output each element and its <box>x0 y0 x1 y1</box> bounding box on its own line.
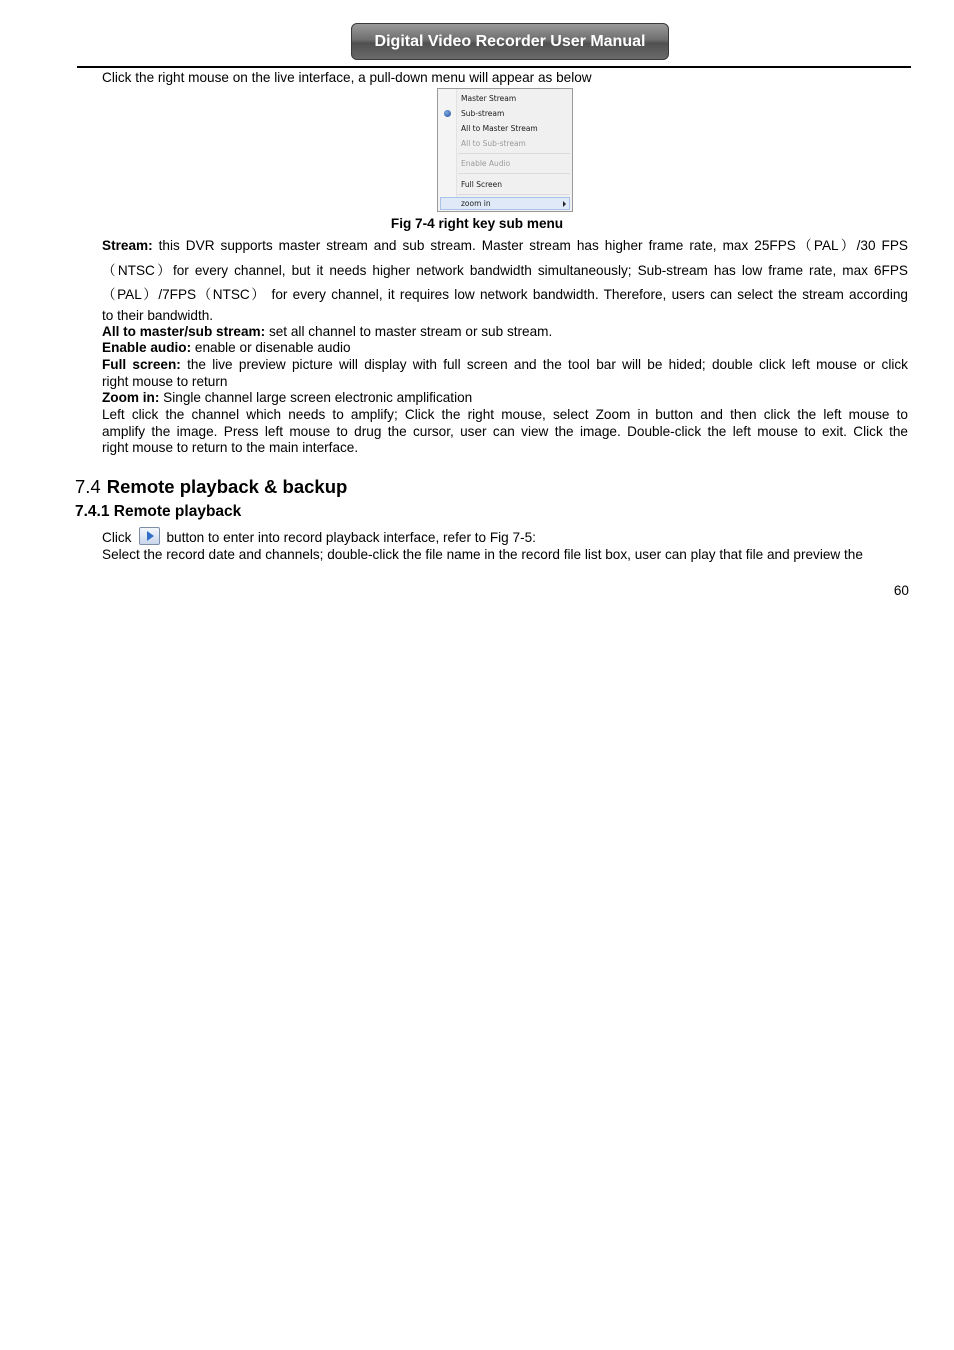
zoom-detail-line-2: amplify the image. Press left mouse to drug the cursor, user can view the image. Double-click the left mouse to exit. Click the <box>102 424 908 439</box>
section-title: Remote playback & backup <box>106 476 348 497</box>
stream-line-2: （NTSC）for every channel, but it needs higher network bandwidth simultaneously; Sub-stream has low frame rate, max 6FPS <box>102 263 908 278</box>
intro-text: Click the right mouse on the live interface, a pull-down menu will appear as below <box>102 70 592 85</box>
zoom-in-term: Zoom in: <box>102 390 160 405</box>
stream-text-1: this DVR supports master stream and sub stream. Master stream has higher frame rate, max 25FPS（PAL）/30 FPS <box>158 238 908 253</box>
full-screen-line-1 <box>102 357 908 373</box>
stream-line-4: to their bandwidth. <box>102 308 214 323</box>
zoom-detail-line-1: Left click the channel which needs to amplify; Click the right mouse, select Zoom in button and then click the left mouse to <box>102 407 908 422</box>
enable-audio-text: enable or disenable audio <box>194 340 351 355</box>
stream-term: Stream: <box>102 238 153 253</box>
section-heading <box>75 476 347 498</box>
zoom-in-text: Single channel large screen electronic amplification <box>163 390 473 405</box>
manual-title: Digital Video Recorder User Manual <box>374 33 646 50</box>
menu-separator <box>458 173 570 174</box>
enable-audio-paragraph <box>102 340 351 356</box>
full-screen-text-1: the live preview picture will display with full screen and the tool bar will be hided; double click left mouse or click <box>187 357 908 372</box>
enable-audio-term: Enable audio: <box>102 340 192 355</box>
menu-item-full-screen: Full Screen <box>461 180 502 189</box>
remote-line-2: Select the record date and channels; double-click the file name in the record file list box, user can play that file and preview the <box>102 547 863 562</box>
stream-line-1 <box>102 238 908 254</box>
menu-item-all-to-sub: All to Sub-stream <box>461 139 526 148</box>
all-to-paragraph <box>102 324 552 340</box>
play-icon <box>139 527 160 545</box>
zoom-in-paragraph <box>102 390 472 406</box>
stream-line-3: （PAL）/7FPS（NTSC） for every channel, it requires low network bandwidth. Therefore, users can select the stream according <box>102 287 908 302</box>
full-screen-line-2: right mouse to return <box>102 374 228 389</box>
full-screen-term: Full screen: <box>102 357 181 372</box>
menu-item-zoom-in-label: zoom in <box>461 199 491 208</box>
remote-line-1 <box>102 527 536 546</box>
page-number: 60 <box>893 583 909 598</box>
header-rule <box>77 66 911 68</box>
all-to-text: set all channel to master stream or sub stream. <box>268 324 553 339</box>
menu-separator <box>458 194 570 195</box>
subsection-heading: 7.4.1 Remote playback <box>75 503 242 520</box>
menu-item-master-stream: Master Stream <box>461 94 517 103</box>
menu-item-zoom-in <box>440 197 570 210</box>
section-number: 7.4 <box>75 476 101 497</box>
all-to-term: All to master/sub stream: <box>102 324 266 339</box>
figure-caption: Fig 7-4 right key sub menu <box>390 216 564 231</box>
click-word: Click <box>102 530 132 545</box>
manual-title-badge <box>351 23 669 60</box>
selected-radio-icon <box>444 110 451 117</box>
menu-separator <box>458 153 570 154</box>
menu-item-enable-audio: Enable Audio <box>461 159 511 168</box>
menu-item-sub-stream: Sub-stream <box>461 109 505 118</box>
remote-line-1-text: button to enter into record playback interface, refer to Fig 7-5: <box>166 530 536 545</box>
submenu-arrow-icon <box>563 201 566 207</box>
menu-icon-gutter <box>438 89 457 211</box>
context-menu-figure <box>437 88 573 212</box>
zoom-detail-line-3: right mouse to return to the main interface. <box>102 440 359 455</box>
menu-item-all-to-master: All to Master Stream <box>461 124 538 133</box>
